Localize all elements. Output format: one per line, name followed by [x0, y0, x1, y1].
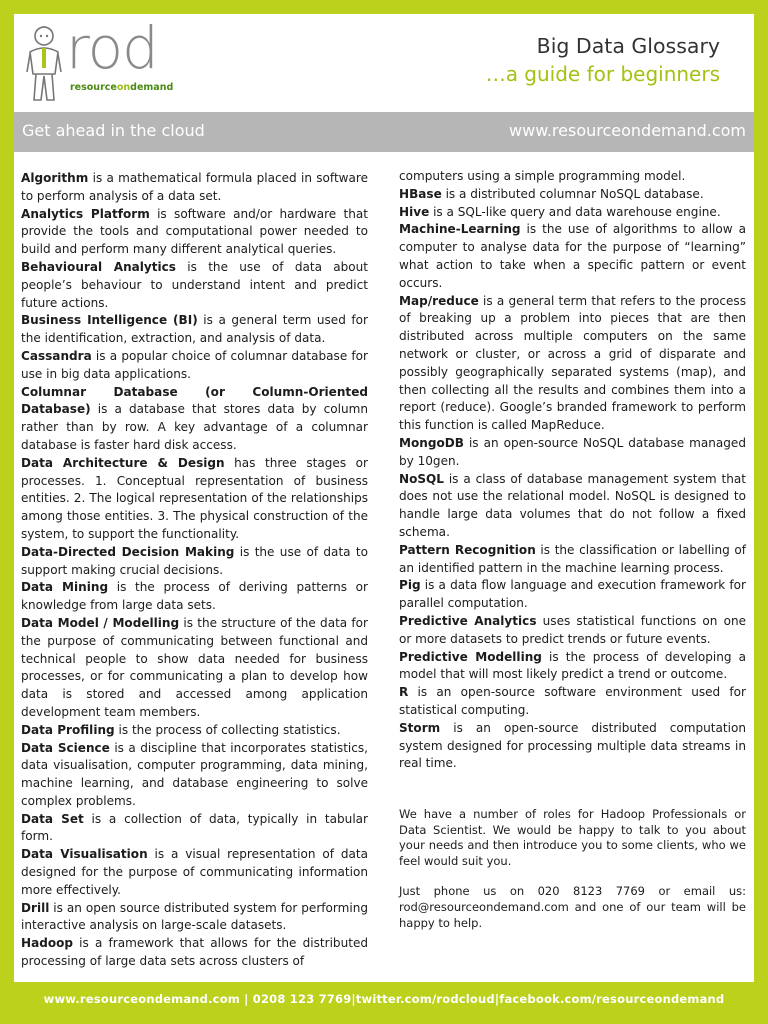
glossary-definition: is the structure of the data for the purpose of communicating between functional and technical people to show data needed for business processes, or for communicating a plan to develop how data is stored and accessed among application development team members. — [21, 615, 369, 719]
banner-website-link[interactable]: www.resourceondemand.com — [509, 121, 746, 140]
glossary-entry — [399, 293, 746, 435]
banner-slogan: Get ahead in the cloud — [22, 121, 205, 140]
glossary-entry — [399, 542, 746, 578]
glossary-definition: is an open source distributed system for performing interactive analysis on large-scale datasets. — [21, 900, 368, 933]
glossary-term: Data Set — [21, 811, 84, 826]
page-title: Big Data Glossary — [536, 34, 720, 58]
company-logo[interactable] — [24, 14, 224, 106]
glossary-entry — [21, 740, 368, 811]
glossary-entry — [21, 722, 368, 740]
header — [14, 14, 754, 112]
page-subtitle: …a guide for beginners — [485, 62, 720, 86]
banner — [14, 112, 754, 152]
glossary-definition: is a visual representation of data designed for the purpose of communicating information more effectively. — [21, 847, 368, 897]
glossary-definition: is a popular choice of columnar database for use in big data applications. — [21, 348, 368, 381]
glossary-entry — [21, 312, 368, 348]
glossary-entry — [399, 577, 746, 613]
glossary-definition: is a class of database management system that does not use the relational model. NoSQL is designed to handle large data volumes that do not follow a fixed schema. — [399, 471, 746, 539]
glossary-term: Cassandra — [21, 348, 92, 363]
glossary-term: Data Science — [21, 740, 110, 755]
glossary-term: MongoDB — [399, 435, 464, 450]
glossary-term: Hadoop — [21, 936, 74, 951]
glossary-entry — [399, 649, 746, 685]
glossary-term: Data Model / Modelling — [21, 615, 180, 630]
glossary-definition: is the classification or labelling of an identified pattern in the machine learning process. — [399, 542, 746, 575]
glossary-entry — [399, 186, 746, 204]
glossary-term: Predictive Modelling — [399, 649, 542, 664]
glossary-term: HBase — [399, 186, 442, 201]
glossary-definition: is a discipline that incorporates statistics, data visualisation, computer programming, data mining, machine learning, and database engineering to solve complex problems. — [21, 740, 368, 808]
glossary-term: Pig — [399, 578, 421, 593]
glossary-term: Data Profiling — [21, 722, 115, 737]
glossary-term: Hive — [399, 204, 430, 219]
glossary-definition: is an open-source distributed computation system designed for processing multiple data streams in real time. — [399, 720, 746, 771]
glossary-definition: is a SQL-like query and data warehouse engine. — [429, 204, 721, 219]
glossary-definition: is the use of data about people’s behaviour to understand intent and predict future actions. — [21, 259, 369, 310]
glossary-definition: is an open-source software environment used for statistical computing. — [399, 685, 746, 717]
glossary-entry — [21, 846, 368, 899]
glossary-term: Drill — [21, 900, 50, 915]
glossary-definition: is a data flow language and execution framework for parallel computation. — [399, 578, 746, 611]
glossary-term: Data Mining — [21, 580, 109, 595]
glossary-definition: is a general term used for the identification, extraction, and analysis of data. — [21, 313, 368, 346]
glossary-column-right — [399, 168, 746, 946]
contact-paragraph: We have a number of roles for Hadoop Professionals or Data Scientist. We would be happy to talk to you about your needs and then introduce you to some clients, who we feel would suit you. — [399, 807, 746, 868]
glossary-entry — [21, 579, 368, 615]
glossary-definition: is a general term that refers to the process of breaking up a problem into pieces that are then distributed across multiple computers on the same network or cluster, or across a grid of disparate and possibly geographically separated systems (map), and then collecting all the results and combines them into a report (reduce). Google’s branded framework to perform this function is called MapReduce. — [399, 293, 746, 433]
glossary-entry — [21, 206, 368, 259]
contact-paragraph: Just phone us on 020 8123 7769 or email us: rod@resourceondemand.com and one of our team will be happy to help. — [399, 884, 746, 930]
glossary-entry — [21, 259, 368, 312]
glossary-definition: is a database that stores data by column rather than by row. A key advantage of a columnar database is faster hard disk access. — [21, 402, 368, 452]
glossary-definition: is a distributed columnar NoSQL database. — [441, 186, 704, 201]
glossary-entry — [21, 615, 368, 722]
glossary-term: Data Architecture & Design — [21, 455, 225, 470]
glossary-entries-right — [399, 186, 746, 773]
glossary-entry — [399, 684, 746, 720]
glossary-term: Columnar Database (or Column-Oriented Database) — [21, 384, 368, 417]
glossary-entry — [21, 900, 368, 936]
glossary-definition: is the process of deriving patterns or knowledge from large data sets. — [21, 580, 369, 613]
glossary-entry — [399, 471, 746, 542]
glossary-entry — [21, 455, 368, 544]
glossary-term: Analytics Platform — [21, 206, 150, 221]
document-page — [14, 14, 754, 982]
footer-contact-links[interactable]: www.resourceondemand.com | 0208 123 7769|twitter.com/rodcloud|facebook.com/resourceondemand — [43, 992, 725, 1006]
glossary-term: NoSQL — [399, 471, 444, 486]
glossary-term: R — [399, 685, 409, 700]
glossary-term: Data-Directed Decision Making — [21, 544, 235, 559]
logo-tagline: resourceondemand — [70, 82, 174, 93]
glossary-entry — [21, 384, 368, 455]
glossary-definition: is the process of developing a model that will most likely predict a trend or outcome. — [399, 649, 746, 682]
glossary-term: Business Intelligence (BI) — [21, 313, 198, 328]
glossary-entry — [21, 544, 368, 580]
glossary-term: Data Visualisation — [21, 847, 148, 862]
glossary-definition: uses statistical functions on one or more datasets to predict trends or future events. — [399, 613, 747, 646]
glossary-entry — [399, 221, 746, 292]
glossary-entry — [21, 348, 368, 384]
glossary-entry — [21, 811, 368, 847]
glossary-term: Storm — [399, 720, 441, 735]
logo-wordmark: rod — [66, 14, 158, 82]
glossary-entry — [21, 935, 368, 971]
glossary-term: Behavioural Analytics — [21, 259, 176, 274]
glossary-entry — [399, 204, 746, 222]
glossary-entry — [399, 720, 746, 773]
glossary-term: Pattern Recognition — [399, 542, 536, 557]
glossary-definition: is a framework that allows for the distributed processing of large data sets across clusters of — [21, 936, 368, 969]
title-block — [486, 32, 720, 88]
glossary-definition: is a collection of data, typically in tabular form. — [21, 811, 368, 844]
glossary-definition: is a mathematical formula placed in software to perform analysis of a data set. — [21, 171, 368, 203]
glossary-entry — [21, 170, 368, 206]
contact-block — [399, 807, 746, 931]
glossary-entry — [399, 613, 746, 649]
glossary-definition: is the use of algorithms to allow a computer to analyse data for the purpose of “learning” what action to take when a specific pattern or event occurs. — [399, 222, 746, 290]
glossary-term: Predictive Analytics — [399, 613, 537, 628]
glossary-column-left — [21, 170, 368, 971]
glossary-definition: is the process of collecting statistics. — [114, 722, 341, 737]
glossary-definition: is software and/or hardware that provide the tools and computational power needed to build and perform many different analytical queries. — [21, 206, 368, 257]
glossary-term: Machine-Learning — [399, 222, 521, 237]
glossary-definition: is the use of data to support making crucial decisions. — [21, 544, 368, 577]
glossary-definition: has three stages or processes. 1. Conceptual representation of business entities. 2. The logical representation of the relationships among those entities. 3. The physical construction of the system, to support the functionality. — [21, 455, 368, 541]
glossary-entry — [399, 435, 746, 471]
glossary-term: Map/reduce — [399, 293, 479, 308]
glossary-term: Algorithm — [21, 171, 89, 185]
glossary-definition: is an open-source NoSQL database managed by 10gen. — [399, 435, 746, 468]
glossary-continuation: computers using a simple programming model. — [399, 169, 686, 183]
